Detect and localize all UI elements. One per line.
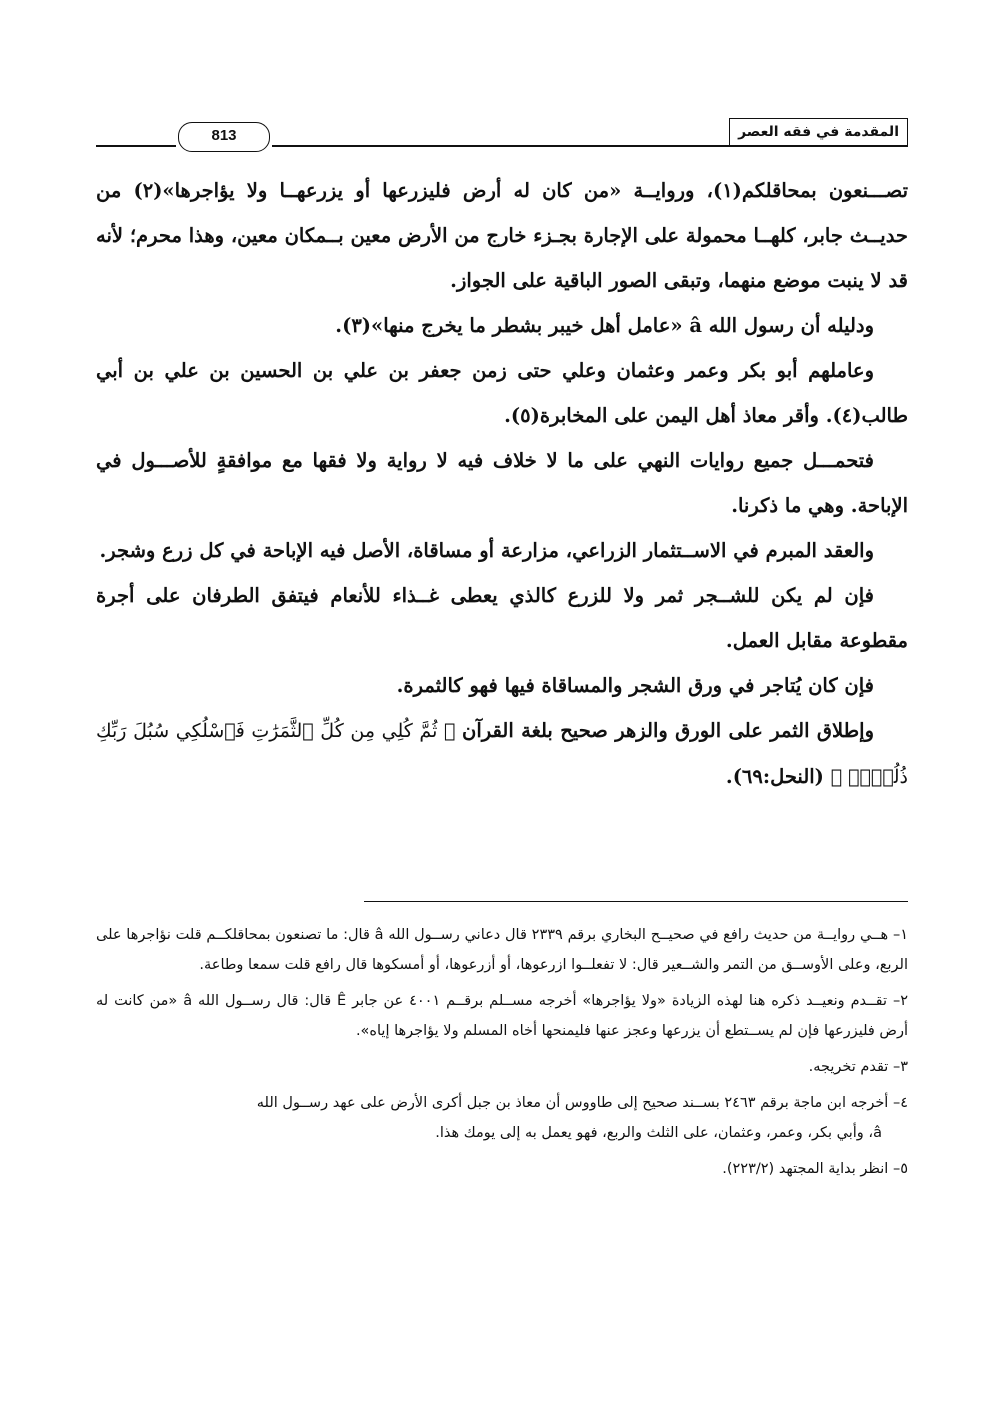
footnote-5: ٥– انظر بداية المجتهد (٢٢٣/٢). bbox=[722, 1161, 908, 1177]
paragraph-5 bbox=[96, 528, 908, 573]
paragraph-6: فإن لم يكن للشــجر ثمر ولا للزرع كالذي يعطى غــذاء للأنعام فيتفق الطرفان على أجرة مقطوعة مقابل العمل. bbox=[96, 584, 908, 652]
footnote-4 bbox=[96, 1088, 908, 1118]
running-title: المقدمة في فقه العصر bbox=[729, 118, 908, 145]
page-header bbox=[96, 118, 908, 150]
main-text bbox=[96, 168, 908, 800]
verse-reference: (النحل:٦٩). bbox=[725, 765, 831, 788]
footnotes bbox=[96, 920, 908, 1190]
footnote-4-continuation: â، وأبي بكر، وعمر، وعثمان، على الثلث والربع، فهو يعمل به إلى يومك هذا. bbox=[435, 1125, 882, 1141]
paragraph-3: وعاملهم أبو بكر وعمر وعثمان وعلي حتى زمن جعفر بن علي بن الحسين بن علي بن أبي طالب(٤). وأقر معاذ أهل اليمن على المخابرة(٥). bbox=[96, 359, 908, 427]
paragraph-8-text: وإطلاق الثمر على الورق والزهر صحيح بلغة القرآن bbox=[462, 719, 874, 742]
paragraph-5-lead: والعقد المبرم في الاســتثمار الزراعي، bbox=[565, 539, 874, 562]
paragraph-5-rest: مزارعة أو مساقاة، الأصل فيه الإباحة في كل زرع وشجر. bbox=[99, 539, 566, 562]
footnote-4-text: ٤– أخرجه ابن ماجة برقم ٢٤٦٣ بســند صحيح إلى طاووس أن معاذ بن جبل أكرى الأرض على عهد رســول الله bbox=[256, 1095, 908, 1111]
footnote-3: ٣– تقدم تخريجه. bbox=[808, 1059, 908, 1075]
footnote-separator bbox=[364, 901, 908, 902]
paragraph-4: فتحمـــل جميع روايات النهي على ما لا خلاف فيه لا رواية ولا فقها مع موافقةٍ للأصـــول في الإباحة. وهي ما ذكرنا. bbox=[96, 449, 908, 517]
paragraph-7: فإن كان يُتاجر في ورق الشجر والمساقاة فيها فهو كالثمرة. bbox=[396, 674, 874, 697]
footnote-2: ٢– تقــدم ونعيــد ذكره هنا لهذه الزيادة «ولا يؤاجرها» أخرجه مســلم برقــم ٤٠٠١ عن جابر Ê قال: قال رســول الله â «من كانت له أرض فليزرعها فإن لم يســتطع أن يزرعها وعجز عنها فليمنحها أخاه المسلم ولا يؤاجرها إياه». bbox=[96, 993, 908, 1039]
paragraph-2: ودليله أن رسول الله â «عامل أهل خيبر بشطر ما يخرج منها»(٣). bbox=[335, 314, 874, 337]
page-number: 813 bbox=[178, 122, 270, 152]
paragraph-8 bbox=[96, 708, 908, 800]
header-rule-right bbox=[272, 145, 908, 147]
footnote-1: ١– هــي روايــة من حديث رافع في صحيــح البخاري برقم ٢٣٣٩ قال دعاني رســول الله â قال: ما تصنعون بمحاقلكــم قلت نؤاجرها على الربع، وعلى الأوســق من التمر والشــعير قال: لا تفعلــوا ازرعوها، أو أزرعوها، أو أمسكوها قال رافع قلت سمعا وطاعة. bbox=[96, 927, 909, 973]
quran-verse: ﴿ ثُمَّ كُلِي مِن كُلِّ ٱلثَّمَرَٰتِ فَٱسْلُكِي سُبُلَ رَبِّكِ ذُلُلًاۚ ﴾ bbox=[96, 720, 908, 788]
header-rule-left bbox=[96, 145, 176, 147]
paragraph-1: تصـــنعون بمحاقلكم(١)، وروايــة «من كان له أرض فليزرعها أو يزرعهــا ولا يؤاجرها»(٢) من حديــث جابر، كلهــا محمولة على الإجارة بجـزء خارج من الأرض معين بــمكان معين، وهذا محرم؛ لأنه قد لا ينبت موضع منهما، وتبقى الصور الباقية على الجواز. bbox=[96, 179, 909, 292]
